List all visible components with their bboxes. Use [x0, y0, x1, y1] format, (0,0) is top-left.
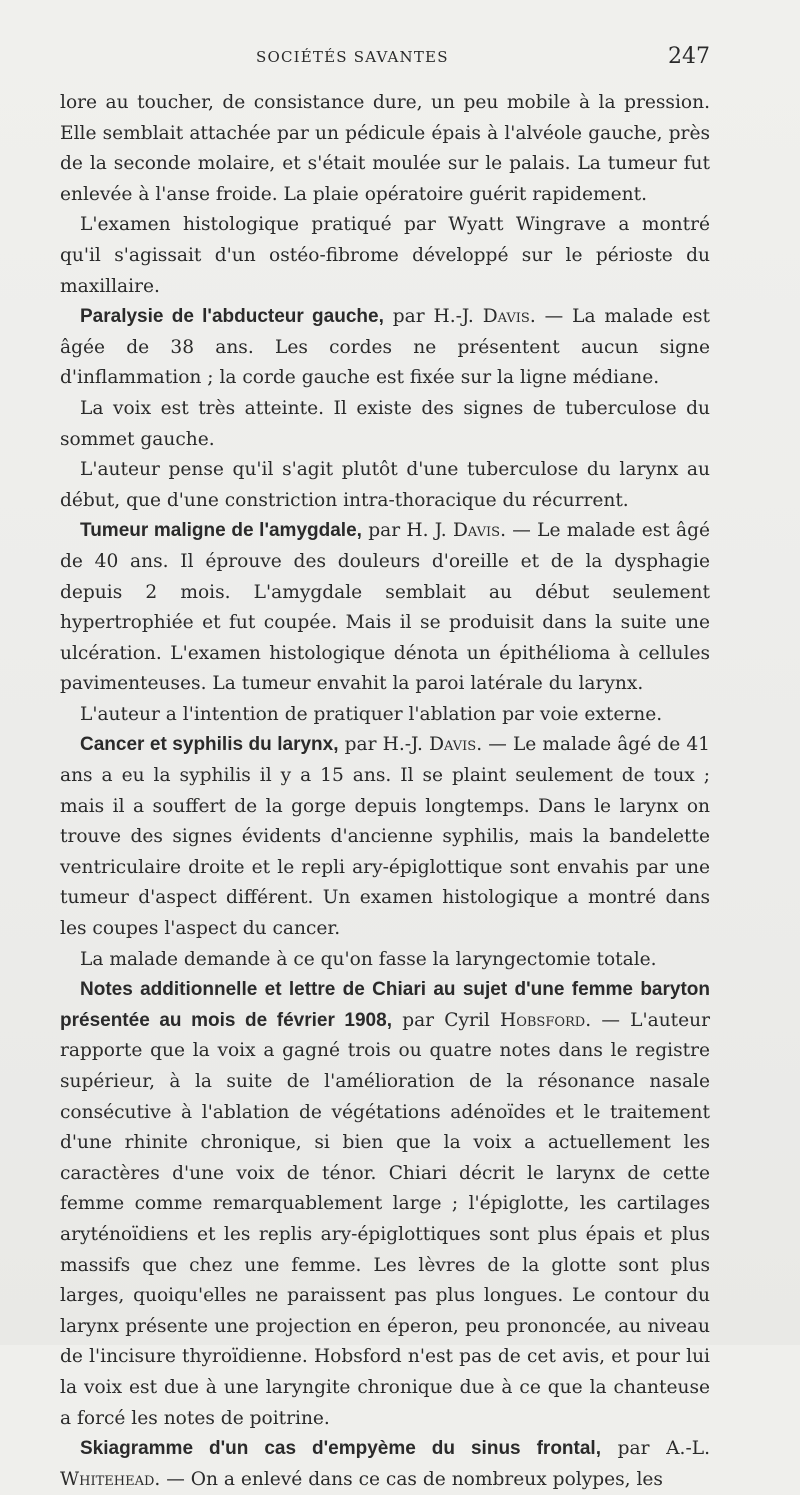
paragraph: L'auteur pense qu'il s'agit plutôt d'une tuberculose du larynx au début, que d'une constriction intra-thoracique du récurrent.: [60, 459, 710, 511]
byline: par A.-L.: [601, 1438, 710, 1460]
byline: par H.-J.: [383, 306, 483, 328]
running-title: SOCIÉTÉS SAVANTES: [256, 48, 449, 66]
author-name: Davis: [429, 734, 477, 756]
section-heading: Cancer et syphilis du larynx,: [80, 734, 339, 756]
section-skiagramme: [60, 1434, 710, 1495]
author-name: Davis: [482, 306, 530, 328]
paragraph: L'auteur a l'intention de pratiquer l'ablation par voie externe.: [80, 703, 663, 725]
section-text: . — L'auteur rapporte que la voix a gagné trois ou quatre notes dans le registre supérieur, à la suite de l'amélioration de la résonance nasale consécutive à l'ablation de végétations adénoïdes et le traitement d'une rhinite chronique, si bien que la voix a actuellement les caractères d'une voix de ténor. Chiari décrit le larynx de cette femme comme remarquablement large ; l'épiglotte, les cartilages aryténoïdiens et les replis ary-épiglottiques sont plus épais et plus massifs que chez une femme. Les lèvres de la glotte sont plus larges, quoiqu'elles ne paraissent pas plus longues. Le contour du larynx présente une projection en éperon, peu prononcée, au niveau de l'incisure thyroïdienne. Hobsford n'est pas de cet avis, et pour lui la voix est due à une laryngite chronique due à ce que la chanteuse a forcé les notes de poitrine.: [60, 1009, 711, 1429]
section-text: . — Le malade est âgé de 40 ans. Il éprouve des douleurs d'oreille et de la dysphagie depuis 2 mois. L'amygdale semblait au début seulement hypertrophiée et fut coupée. Mais il se produisit dans la suite une ulcération. L'examen histologique dénota un épithélioma à cellules pavimenteuses. La tumeur envahit la paroi latérale du larynx.: [60, 520, 710, 695]
section-cancer: [60, 730, 710, 944]
section-text: . — Le malade âgé de 41 ans a eu la syphilis il y a 15 ans. Il se plaint seulement de toux ; mais il a souffert de la gorge depuis longtemps. Dans le larynx on trouve des signes évidents d'ancienne syphilis, mais la bandelette ventriculaire droite et le repli ary-épiglottique sont envahis par une tumeur d'aspect différent. Un examen histologique a montré dans les coupes l'aspect du cancer.: [60, 734, 711, 940]
author-name: Hobsford: [500, 1009, 586, 1031]
page-number: 247: [668, 44, 710, 69]
author-name: Davis: [452, 520, 501, 542]
author-name: Whitehead: [60, 1468, 155, 1490]
byline: par H. J.: [361, 520, 453, 542]
section-notes: [60, 975, 710, 1434]
paragraph: lore au toucher, de consistance dure, un peu mobile à la pression. Elle semblait attachée par un pédicule épais à l'alvéole gauche, près de la seconde molaire, et s'était moulée sur le palais. La tumeur fut enlevée à l'anse froide. La plaie opératoire guérit rapidement.: [60, 92, 710, 205]
paragraph: La malade demande à ce qu'on fasse la laryngectomie totale.: [80, 948, 657, 970]
byline: par H.-J.: [338, 734, 430, 756]
section-tumeur: [60, 516, 710, 700]
section-heading: Notes additionnelle et lettre de Chiari au sujet d'une femme baryton présentée au mois de février 1908,: [60, 979, 710, 1031]
section-text: . — On a enlevé dans ce cas de nombreux polypes, les: [154, 1468, 663, 1490]
section-heading: Skiagramme d'un cas d'empyème du sinus frontal,: [80, 1438, 601, 1460]
section-paralysie: [60, 302, 710, 394]
paragraph: L'examen histologique pratiqué par Wyatt Wingrave a montré qu'il s'agissait d'un ostéo-fibrome développé sur le périoste du maxillaire.: [60, 214, 710, 297]
byline: par Cyril: [391, 1009, 500, 1031]
section-heading: Tumeur maligne de l'amygdale,: [80, 520, 362, 542]
paragraph: La voix est très atteinte. Il existe des signes de tuberculose du sommet gauche.: [60, 397, 710, 450]
page-header: [60, 44, 710, 74]
article-body: [60, 88, 710, 1495]
section-text: . — La malade est âgée de 38 ans. Les cordes ne présentent aucun signe d'inflammation ; la corde gauche est fixée sur la ligne médiane.: [60, 306, 710, 389]
section-heading: Paralysie de l'abducteur gauche,: [80, 306, 384, 328]
